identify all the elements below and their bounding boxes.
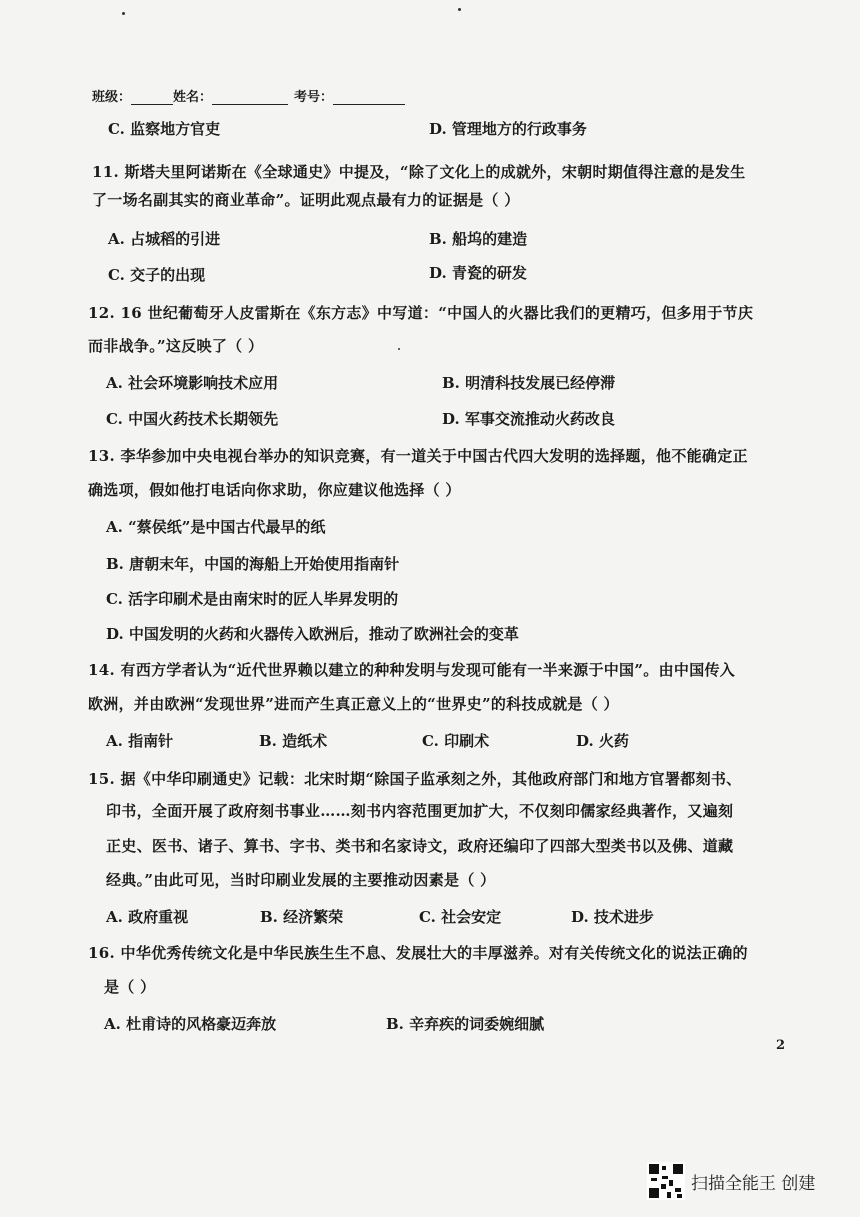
- question-text-line: 确选项，假如他打电话向你求助，你应建议他选择（ ）: [88, 481, 461, 499]
- option-b: B. 唐朝末年，中国的海船上开始使用指南针: [106, 555, 400, 573]
- question-text-line: 经典。”由此可见，当时印刷业发展的主要推动因素是（ ）: [106, 871, 496, 889]
- question-text-line: 正史、医书、诸子、算书、字书、类书和名家诗文，政府还编印了四部大型类书以及佛、道藏: [106, 837, 734, 855]
- option-a: A. 指南针: [106, 732, 174, 750]
- question-text-line: 印书，全面开展了政府刻书事业……刻书内容范围更加扩大，不仅刻印儒家经典著作，又遍刻: [106, 802, 734, 820]
- option-b: B. 明清科技发展已经停滞: [442, 374, 616, 392]
- option-b: B. 辛弃疾的词委婉细腻: [386, 1015, 545, 1033]
- exam-number-blank[interactable]: [333, 90, 405, 105]
- option-d: D. 火药: [576, 732, 629, 750]
- option-c: C. 交子的出现: [108, 266, 206, 284]
- question-13: [88, 445, 748, 466]
- option-b: B. 造纸术: [259, 732, 328, 750]
- option-a: A. 社会环境影响技术应用: [106, 374, 279, 392]
- question-number: 12.: [88, 304, 115, 322]
- qr-code-icon: [647, 1162, 685, 1200]
- option-d: D. 军事交流推动火药改良: [442, 410, 615, 428]
- option-d: D. 技术进步: [571, 908, 654, 926]
- question-text-line: 是（ ）: [104, 978, 156, 996]
- question-text-line: 了一场名副其实的商业革命”。证明此观点最有力的证据是（ ）: [92, 191, 520, 209]
- question-text-line: 而非战争。”这反映了（ ）: [88, 337, 264, 355]
- question-number: 15.: [88, 770, 115, 788]
- scan-speck: [458, 8, 461, 11]
- exam-number-label: 考号：: [294, 90, 334, 105]
- option-b: B. 船坞的建造: [429, 230, 528, 248]
- option-a: A. 占城稻的引进: [108, 230, 221, 248]
- question-15: [88, 768, 741, 789]
- class-label: 班级：: [92, 90, 132, 105]
- scan-speck: [122, 12, 125, 15]
- scan-speck: [398, 348, 400, 350]
- name-blank[interactable]: [212, 90, 288, 105]
- question-14: [88, 659, 735, 680]
- option-c: C. 印刷术: [422, 732, 490, 750]
- class-blank[interactable]: [131, 90, 173, 105]
- question-number: 13.: [88, 447, 115, 465]
- name-label: 姓名：: [173, 90, 213, 105]
- question-text: 16 世纪葡萄牙人皮雷斯在《东方志》中写道：“中国人的火器比我们的更精巧，但多用于节庆: [120, 304, 754, 322]
- page-number: 2: [776, 1038, 786, 1053]
- student-info-header: [92, 86, 405, 105]
- scanner-watermark: [647, 1162, 815, 1200]
- question-number: 14.: [88, 661, 115, 679]
- question-16: [88, 942, 748, 963]
- option-d: D. 管理地方的行政事务: [429, 120, 587, 138]
- question-11: [92, 161, 745, 182]
- question-number: 11.: [92, 163, 119, 181]
- option-c: C. 社会安定: [419, 908, 502, 926]
- option-b: B. 经济繁荣: [260, 908, 344, 926]
- question-number: 16.: [88, 944, 115, 962]
- question-text: 李华参加中央电视台举办的知识竞赛，有一道关于中国古代四大发明的选择题，他不能确定正: [120, 447, 748, 465]
- question-text: 斯塔夫里阿诺斯在《全球通史》中提及，“除了文化上的成就外，宋朝时期值得注意的是发生: [124, 163, 746, 181]
- watermark-text: 扫描全能王 创建: [691, 1173, 816, 1194]
- option-a: A. 杜甫诗的风格豪迈奔放: [104, 1015, 277, 1033]
- option-d: D. 中国发明的火药和火器传入欧洲后，推动了欧洲社会的变革: [106, 625, 519, 643]
- option-a: A. “蔡侯纸”是中国古代最早的纸: [106, 518, 326, 536]
- option-d: D. 青瓷的研发: [429, 264, 527, 282]
- option-c: C. 中国火药技术长期领先: [106, 410, 279, 428]
- option-a: A. 政府重视: [106, 908, 189, 926]
- question-text: 据《中华印刷通史》记载：北宋时期“除国子监承刻之外，其他政府部门和地方官署都刻书、: [120, 770, 742, 788]
- question-text: 有西方学者认为“近代世界赖以建立的种种发明与发现可能有一半来源于中国”。由中国传入: [120, 661, 736, 679]
- question-text-line: 欧洲，并由欧洲“发现世界”进而产生真正意义上的“世界史”的科技成就是（ ）: [88, 695, 619, 713]
- option-c: C. 活字印刷术是由南宋时的匠人毕昇发明的: [106, 590, 399, 608]
- option-c: C. 监察地方官吏: [108, 120, 221, 138]
- question-12: [88, 302, 753, 323]
- question-text: 中华优秀传统文化是中华民族生生不息、发展壮大的丰厚滋养。对有关传统文化的说法正确的: [120, 944, 748, 962]
